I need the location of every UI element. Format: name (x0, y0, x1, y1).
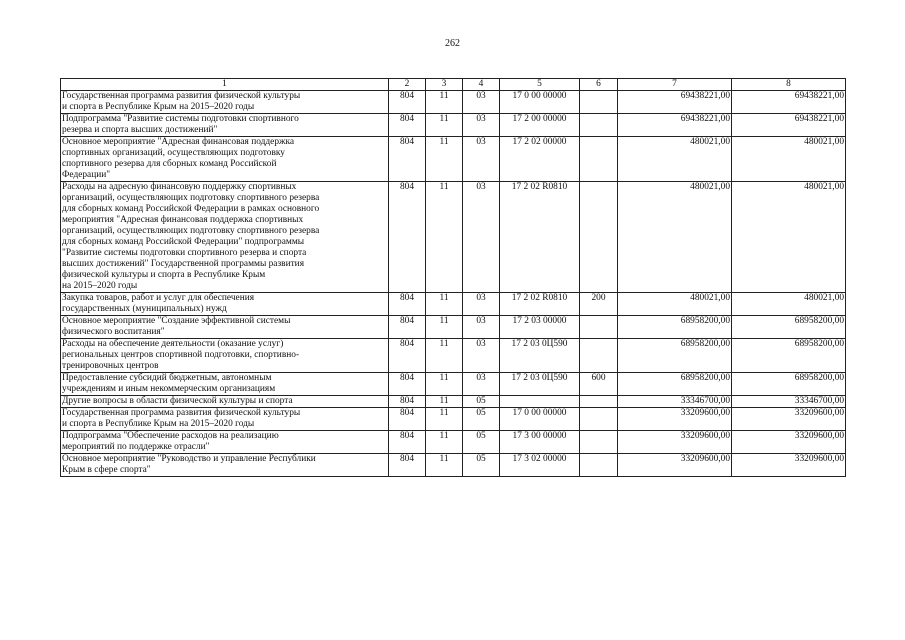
header-col-2: 2 (389, 79, 426, 91)
header-col-3: 3 (426, 79, 463, 91)
row-name: Государственная программа развития физической культуры и спорта в Республике Крым на 2015–2020 годы (61, 408, 389, 431)
row-amount-7: 33346700,00 (618, 396, 732, 408)
row-col-4: 05 (463, 431, 500, 454)
row-amount-8: 69438221,00 (732, 114, 846, 137)
row-col-5: 17 2 00 00000 (500, 114, 580, 137)
row-col-4: 05 (463, 454, 500, 477)
header-col-4: 4 (463, 79, 500, 91)
row-col-2: 804 (389, 182, 426, 293)
row-amount-7: 480021,00 (618, 137, 732, 182)
row-col-5: 17 2 03 0Ц590 (500, 373, 580, 396)
table-row (61, 431, 846, 454)
table-row (61, 91, 846, 114)
budget-table (60, 78, 846, 477)
row-name: Подпрограмма "Обеспечение расходов на реализацию мероприятий по поддержке отрасли" (61, 431, 389, 454)
row-col-6 (580, 137, 618, 182)
table-row (61, 182, 846, 293)
row-amount-7: 68958200,00 (618, 339, 732, 373)
row-col-6: 600 (580, 373, 618, 396)
row-col-5: 17 0 00 00000 (500, 91, 580, 114)
row-name: Закупка товаров, работ и услуг для обеспечения государственных (муниципальных) нужд (61, 293, 389, 316)
row-col-5: 17 2 03 00000 (500, 316, 580, 339)
table-row (61, 339, 846, 373)
row-amount-8: 33209600,00 (732, 431, 846, 454)
table-body (61, 91, 846, 477)
row-col-4: 05 (463, 396, 500, 408)
header-col-6: 6 (580, 79, 618, 91)
row-amount-7: 33209600,00 (618, 408, 732, 431)
row-col-2: 804 (389, 408, 426, 431)
row-name: Основное мероприятие "Адресная финансовая поддержка спортивных организаций, осуществляющих подготовку спортивного резерва для сборных команд Российской Федерации" (61, 137, 389, 182)
table-row (61, 114, 846, 137)
row-name: Расходы на адресную финансовую поддержку спортивных организаций, осуществляющих подготовку спортивного резерва для сборных команд Российской Федерации в рамках основного мероприятия "Адресная финансовая поддержка спортивных организаций, осуществляющих подготовку спортивного резерва для сборных команд Российской Федерации" подпрограммы "Развитие системы подготовки спортивного резерва и спорта высших достижений" Государственной программы развития физической культуры и спорта в Республике Крым на 2015–2020 годы (61, 182, 389, 293)
row-amount-8: 68958200,00 (732, 373, 846, 396)
header-col-5: 5 (500, 79, 580, 91)
table-row (61, 454, 846, 477)
row-col-4: 03 (463, 339, 500, 373)
row-col-2: 804 (389, 431, 426, 454)
row-col-5: 17 3 02 00000 (500, 454, 580, 477)
row-name: Предоставление субсидий бюджетным, автономным учреждениям и иным некоммерческим организациям (61, 373, 389, 396)
row-col-6 (580, 316, 618, 339)
header-row (61, 79, 846, 91)
row-col-3: 11 (426, 182, 463, 293)
row-amount-8: 33209600,00 (732, 454, 846, 477)
row-name: Расходы на обеспечение деятельности (оказание услуг) региональных центров спортивной подготовки, спортивно- тренировочных центров (61, 339, 389, 373)
row-col-3: 11 (426, 137, 463, 182)
row-amount-7: 480021,00 (618, 182, 732, 293)
row-col-4: 03 (463, 91, 500, 114)
row-col-3: 11 (426, 339, 463, 373)
row-amount-8: 33209600,00 (732, 408, 846, 431)
header-col-1: 1 (61, 79, 389, 91)
row-col-5: 17 0 00 00000 (500, 408, 580, 431)
row-name: Основное мероприятие "Руководство и управление Республики Крым в сфере спорта" (61, 454, 389, 477)
table-row (61, 293, 846, 316)
row-col-3: 11 (426, 408, 463, 431)
row-col-4: 03 (463, 293, 500, 316)
table-row (61, 408, 846, 431)
table-row (61, 137, 846, 182)
row-amount-8: 480021,00 (732, 137, 846, 182)
row-col-3: 11 (426, 114, 463, 137)
row-col-3: 11 (426, 293, 463, 316)
row-amount-7: 480021,00 (618, 293, 732, 316)
row-col-2: 804 (389, 293, 426, 316)
row-amount-8: 480021,00 (732, 182, 846, 293)
row-col-6 (580, 454, 618, 477)
header-col-7: 7 (618, 79, 732, 91)
table-row (61, 373, 846, 396)
table-header (61, 79, 846, 91)
row-amount-7: 33209600,00 (618, 454, 732, 477)
row-amount-7: 69438221,00 (618, 114, 732, 137)
row-col-4: 03 (463, 114, 500, 137)
row-col-3: 11 (426, 316, 463, 339)
row-col-5: 17 2 03 0Ц590 (500, 339, 580, 373)
row-col-2: 804 (389, 396, 426, 408)
row-amount-7: 68958200,00 (618, 373, 732, 396)
row-amount-8: 33346700,00 (732, 396, 846, 408)
row-col-2: 804 (389, 339, 426, 373)
row-col-5 (500, 396, 580, 408)
row-col-2: 804 (389, 454, 426, 477)
row-amount-8: 68958200,00 (732, 339, 846, 373)
row-amount-8: 480021,00 (732, 293, 846, 316)
row-col-4: 03 (463, 182, 500, 293)
row-col-2: 804 (389, 114, 426, 137)
row-col-4: 03 (463, 373, 500, 396)
row-col-3: 11 (426, 373, 463, 396)
row-col-6 (580, 339, 618, 373)
row-col-4: 03 (463, 137, 500, 182)
row-name: Другие вопросы в области физической культуры и спорта (61, 396, 389, 408)
row-col-3: 11 (426, 431, 463, 454)
row-col-4: 03 (463, 316, 500, 339)
row-name: Основное мероприятие "Создание эффективной системы физического воспитания" (61, 316, 389, 339)
row-col-4: 05 (463, 408, 500, 431)
row-col-6 (580, 114, 618, 137)
row-col-5: 17 2 02 R0810 (500, 182, 580, 293)
row-name: Государственная программа развития физической культуры и спорта в Республике Крым на 2015–2020 годы (61, 91, 389, 114)
header-col-8: 8 (732, 79, 846, 91)
table-row (61, 316, 846, 339)
table-row (61, 396, 846, 408)
row-col-6 (580, 182, 618, 293)
row-col-2: 804 (389, 137, 426, 182)
row-amount-7: 68958200,00 (618, 316, 732, 339)
row-col-2: 804 (389, 316, 426, 339)
row-col-6 (580, 431, 618, 454)
row-amount-7: 69438221,00 (618, 91, 732, 114)
row-col-3: 11 (426, 91, 463, 114)
row-col-2: 804 (389, 91, 426, 114)
row-amount-7: 33209600,00 (618, 431, 732, 454)
row-col-2: 804 (389, 373, 426, 396)
row-col-3: 11 (426, 454, 463, 477)
row-col-6 (580, 408, 618, 431)
row-col-6 (580, 396, 618, 408)
row-col-6: 200 (580, 293, 618, 316)
row-col-6 (580, 91, 618, 114)
row-name: Подпрограмма "Развитие системы подготовки спортивного резерва и спорта высших достижений" (61, 114, 389, 137)
page-number: 262 (445, 38, 460, 49)
row-amount-8: 69438221,00 (732, 91, 846, 114)
row-col-5: 17 2 02 R0810 (500, 293, 580, 316)
row-col-3: 11 (426, 396, 463, 408)
row-col-5: 17 3 00 00000 (500, 431, 580, 454)
row-amount-8: 68958200,00 (732, 316, 846, 339)
row-col-5: 17 2 02 00000 (500, 137, 580, 182)
